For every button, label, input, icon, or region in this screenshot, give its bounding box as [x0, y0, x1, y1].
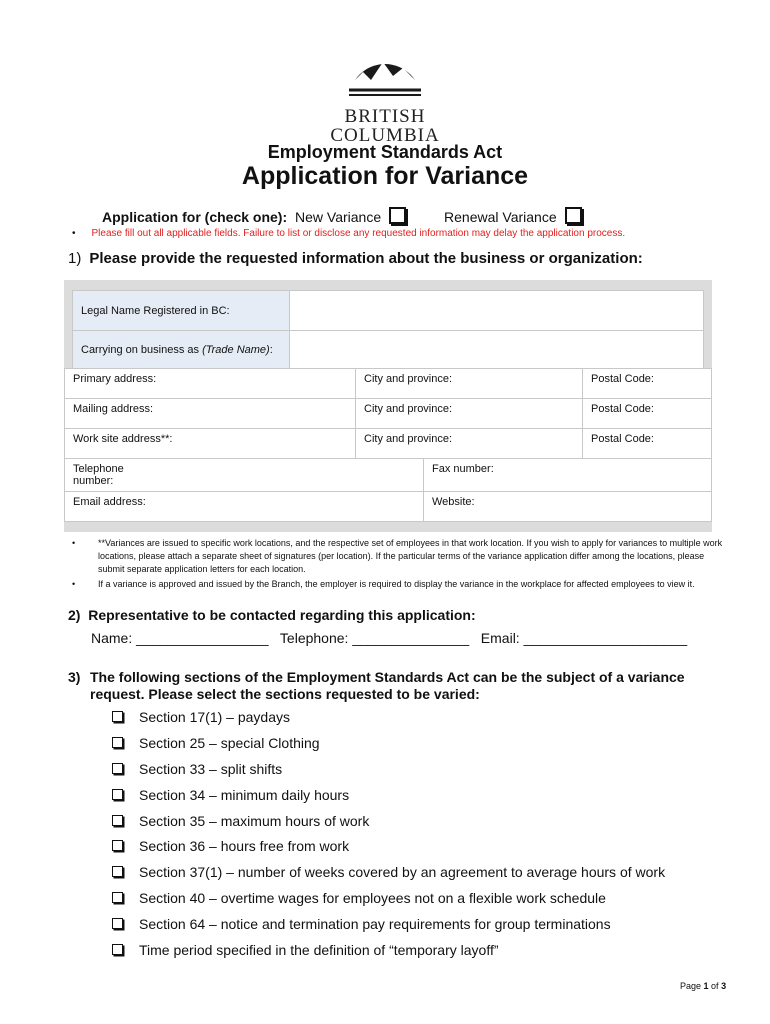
mailing-city-label: City and province:: [364, 403, 453, 415]
email-address-label: Email address:: [73, 496, 146, 508]
section-1-heading: [68, 250, 643, 267]
rep-telephone-label: Telephone:: [279, 630, 349, 646]
trade-name-label-text: Carrying on business as: [81, 343, 203, 356]
page-current: 1: [703, 981, 709, 991]
section-option[interactable]: [112, 787, 349, 803]
mailing-address-field[interactable]: [65, 399, 356, 429]
mailing-address-label: Mailing address:: [73, 403, 154, 415]
checkbox-icon[interactable]: [112, 789, 123, 800]
primary-address-label: Primary address:: [73, 373, 157, 385]
section-option-label: Section 35 – maximum hours of work: [139, 813, 370, 829]
section-option-label: Section 64 – notice and termination pay requirements for group terminations: [139, 916, 611, 932]
work-site-postal-label: Postal Code:: [591, 433, 654, 445]
section-option[interactable]: [112, 735, 320, 751]
section-option-label: Time period specified in the definition of “temporary layoff”: [139, 942, 499, 958]
work-site-city-field[interactable]: [356, 429, 583, 459]
page-prefix: Page: [680, 981, 704, 991]
section-option-label: Section 40 – overtime wages for employees not on a flexible work schedule: [139, 890, 606, 906]
fax-field[interactable]: [424, 459, 712, 492]
section-option-label: Section 37(1) – number of weeks covered by an agreement to average hours of work: [139, 864, 666, 880]
application-type-label: Application for (check one):: [102, 209, 288, 225]
primary-city-label: City and province:: [364, 373, 453, 385]
page-total: 3: [721, 981, 727, 991]
notice-text: Please fill out all applicable fields. Failure to list or disclose any requested information may delay the application process.: [91, 228, 626, 239]
rep-name-label: Name:: [91, 630, 133, 646]
address-table: [64, 368, 712, 459]
mailing-postal-field[interactable]: [583, 399, 712, 429]
section-option[interactable]: [112, 890, 606, 906]
note-text: **Variances are issued to specific work locations, and the respective set of employees in that work location. If you wish to apply for variances to multiple work locations, please attach a separate sheet of signatures (per location). If the particular terms of the variance application differ among the locations, please submit separate application letters for each location.: [98, 538, 723, 574]
section-2-heading: [68, 607, 476, 623]
renewal-variance-label: Renewal Variance: [444, 209, 557, 225]
notes-list: [72, 537, 732, 591]
telephone-label-cell: [65, 459, 152, 492]
primary-city-field[interactable]: [356, 369, 583, 399]
checkbox-icon[interactable]: [112, 840, 123, 851]
work-site-address-label: Work site address**:: [73, 433, 173, 445]
note-item: [72, 537, 732, 576]
work-site-city-label: City and province:: [364, 433, 453, 445]
section-option[interactable]: [112, 864, 665, 880]
section-2-number: 2): [68, 607, 81, 623]
rep-telephone-field[interactable]: _______________: [352, 630, 470, 646]
section-option[interactable]: [112, 838, 349, 854]
trade-name-emphasis: (Trade Name): [202, 343, 270, 356]
notice-line: [72, 228, 625, 239]
mailing-postal-label: Postal Code:: [591, 403, 654, 415]
section-option[interactable]: [112, 709, 290, 725]
work-site-address-field[interactable]: [65, 429, 356, 459]
section-option-label: Section 34 – minimum daily hours: [139, 787, 350, 803]
section-option[interactable]: [112, 761, 282, 777]
checkbox-icon[interactable]: [112, 815, 123, 826]
legal-name-label: Legal Name Registered in BC:: [73, 291, 290, 331]
new-variance-checkbox[interactable]: [389, 207, 406, 224]
work-site-postal-field[interactable]: [583, 429, 712, 459]
trade-name-field[interactable]: [290, 331, 704, 369]
telephone-field[interactable]: [151, 459, 424, 492]
email-address-field[interactable]: [65, 492, 424, 522]
section-option-label: Section 33 – split shifts: [139, 761, 283, 777]
logo-line-1: BRITISH: [344, 106, 426, 127]
bullet-icon: •: [72, 579, 76, 589]
checkbox-icon[interactable]: [112, 711, 123, 722]
section-option-label: Section 25 – special Clothing: [139, 735, 320, 751]
legal-name-field[interactable]: [290, 291, 704, 331]
act-heading: Employment Standards Act: [267, 142, 503, 162]
bc-emblem-icon: [345, 42, 425, 102]
website-label: Website:: [432, 496, 475, 508]
section-option-label: Section 36 – hours free from work: [139, 838, 350, 854]
bullet-icon: •: [72, 228, 76, 239]
business-info-panel: [64, 280, 712, 532]
checkbox-icon[interactable]: [112, 763, 123, 774]
rep-email-label: Email:: [480, 630, 520, 646]
section-option-label: Section 17(1) – paydays: [139, 709, 290, 725]
bc-logo: [330, 42, 440, 145]
website-field[interactable]: [424, 492, 712, 522]
renewal-variance-checkbox[interactable]: [565, 207, 582, 224]
section-option[interactable]: [112, 813, 369, 829]
representative-row: [91, 630, 687, 646]
page-number: [680, 981, 726, 991]
rep-email-field[interactable]: _____________________: [523, 630, 688, 646]
checkbox-icon[interactable]: [112, 737, 123, 748]
trade-name-colon: :: [269, 343, 273, 356]
checkbox-icon[interactable]: [112, 866, 123, 877]
page-of: of: [708, 981, 722, 991]
section-1-number: 1): [68, 250, 82, 267]
application-type-row: [102, 207, 582, 225]
trade-name-label: [73, 331, 290, 369]
section-1-title: Please provide the requested information about the business or organization:: [89, 250, 643, 267]
primary-postal-field[interactable]: [583, 369, 712, 399]
checkbox-icon[interactable]: [112, 892, 123, 903]
section-3-title: The following sections of the Employment Standards Act can be the subject of a variance request. Please select the sections requested to be varied:: [90, 669, 685, 702]
bullet-icon: •: [72, 538, 76, 548]
note-item: [72, 578, 732, 591]
section-3-number: 3): [68, 669, 81, 685]
section-2-title: Representative to be contacted regarding this application:: [88, 607, 476, 623]
note-text: If a variance is approved and issued by the Branch, the employer is required to display the variance in the workplace for affected employees to view it.: [98, 579, 695, 589]
logo-line-2: COLUMBIA: [330, 125, 440, 146]
contact-table: [64, 458, 712, 522]
fax-label: Fax number:: [432, 463, 494, 475]
new-variance-label: New Variance: [295, 209, 382, 225]
checkbox-icon[interactable]: [112, 918, 123, 929]
rep-name-field[interactable]: _________________: [136, 630, 269, 646]
section-3-heading: [68, 669, 728, 703]
page-title: Application for Variance: [241, 162, 529, 190]
checkbox-icon[interactable]: [112, 944, 123, 955]
section-option[interactable]: [112, 916, 611, 932]
section-option[interactable]: [112, 942, 499, 958]
telephone-label: Telephone number:: [73, 463, 124, 487]
primary-address-field[interactable]: [65, 369, 356, 399]
primary-postal-label: Postal Code:: [591, 373, 654, 385]
business-names-table: [72, 290, 704, 369]
mailing-city-field[interactable]: [356, 399, 583, 429]
